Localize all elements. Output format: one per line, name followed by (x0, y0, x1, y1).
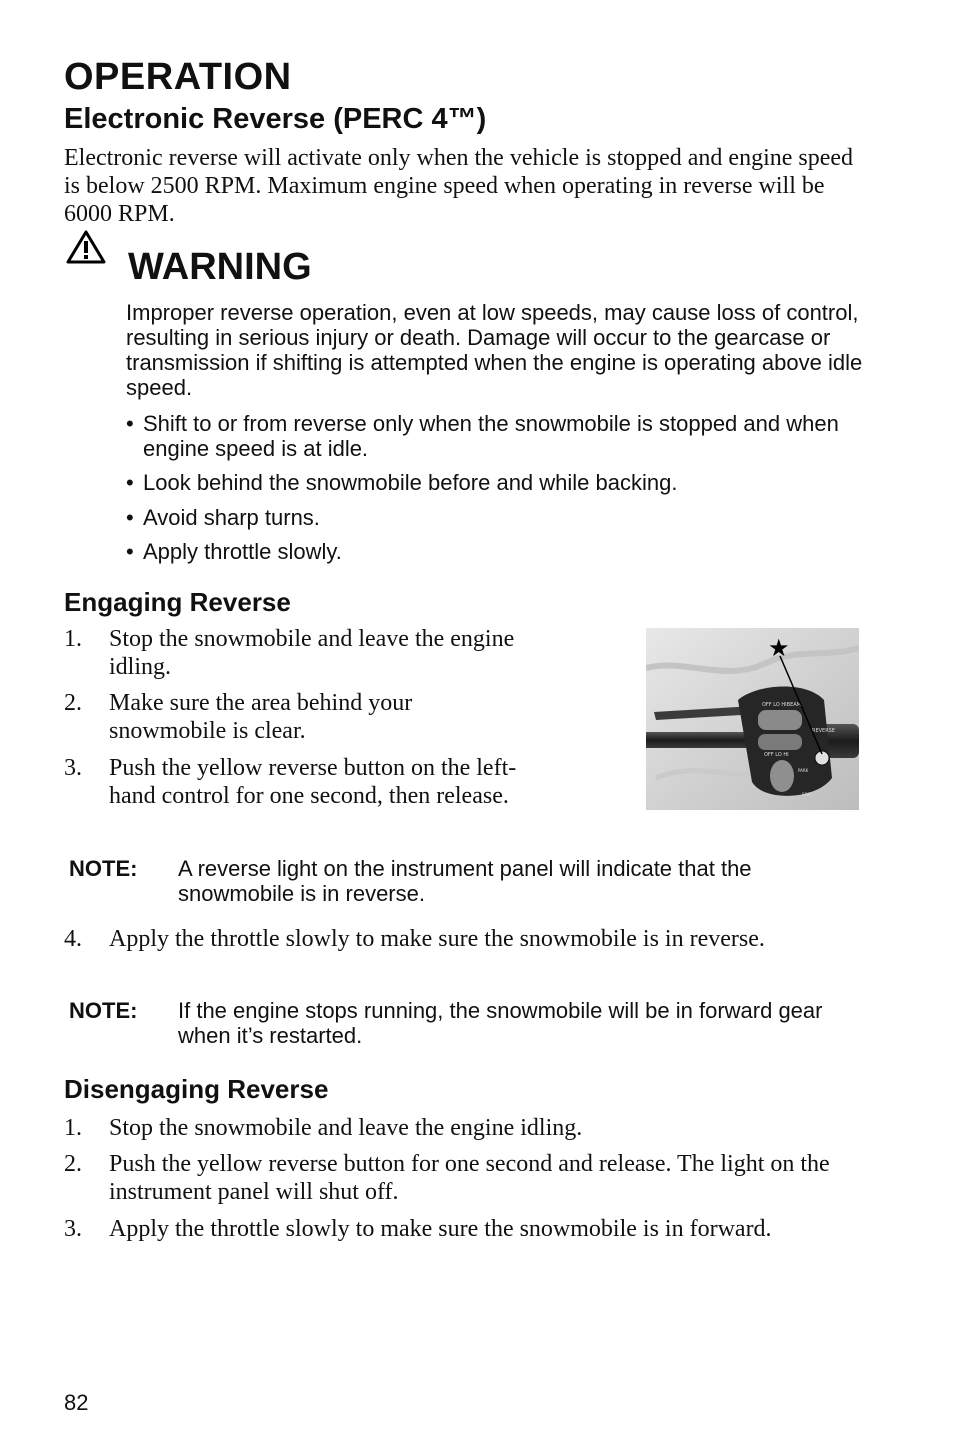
warning-bullet: • Avoid sharp turns. (126, 505, 320, 530)
disengaging-step: 1. Stop the snowmobile and leave the engine idling. (64, 1115, 583, 1141)
control-label-hibeam: OFF LO HIBEAM (762, 702, 801, 708)
engaging-step: 4. Apply the throttle slowly to make sure the snowmobile is in reverse. (64, 926, 765, 952)
page-title: OPERATION (64, 56, 292, 98)
engaging-step: 3. Push the yellow reverse button on the left-hand control for one second, then release. (64, 755, 517, 809)
note: NOTE: A reverse light on the instrument panel will indicate that the snowmobile is in reverse. (69, 856, 752, 906)
warning-body: Improper reverse operation, even at low speeds, may cause loss of control, resulting in serious injury or death. Damage will occur to the gearcase or transmission if shifting is attempted when the engine is operating above idle speed. (126, 300, 863, 400)
warning-triangle-icon (66, 230, 106, 264)
warning-bullet: • Apply throttle slowly. (126, 539, 342, 564)
engaging-step: 1. Stop the snowmobile and leave the engine idling. (64, 626, 515, 680)
disengaging-step: 3. Apply the throttle slowly to make sure the snowmobile is in forward. (64, 1216, 772, 1242)
engaging-heading: Engaging Reverse (64, 587, 291, 617)
warning-bullet: • Shift to or from reverse only when the snowmobile is stopped and when engine speed is at idle. (126, 411, 839, 461)
disengaging-heading: Disengaging Reverse (64, 1074, 329, 1104)
warning-bullet: • Look behind the snowmobile before and while backing. (126, 470, 678, 495)
note: NOTE: If the engine stops running, the snowmobile will be in forward gear when it’s restarted. (69, 998, 823, 1048)
left-hand-control-photo (646, 628, 859, 810)
intro-paragraph: Electronic reverse will activate only when the vehicle is stopped and engine speed is below 2500 RPM. Maximum engine speed when operating in reverse will be 6000 RPM. (64, 145, 854, 227)
control-label-soft: SOFT (802, 792, 813, 797)
warning-title: WARNING (128, 246, 312, 288)
disengaging-step: 2. Push the yellow reverse button for one second and release. The light on the instrument panel will shut off. (64, 1151, 830, 1205)
control-label-hilo: OFF LO HI (764, 752, 789, 758)
section-title: Electronic Reverse (PERC 4™) (64, 103, 487, 135)
star-marker-icon: ★ (768, 634, 790, 662)
page-number: 82 (64, 1390, 89, 1415)
control-label-park: PARK (798, 768, 809, 773)
control-label-reverse: REVERSE (812, 728, 836, 734)
engaging-step: 2. Make sure the area behind your snowmobile is clear. (64, 690, 413, 744)
